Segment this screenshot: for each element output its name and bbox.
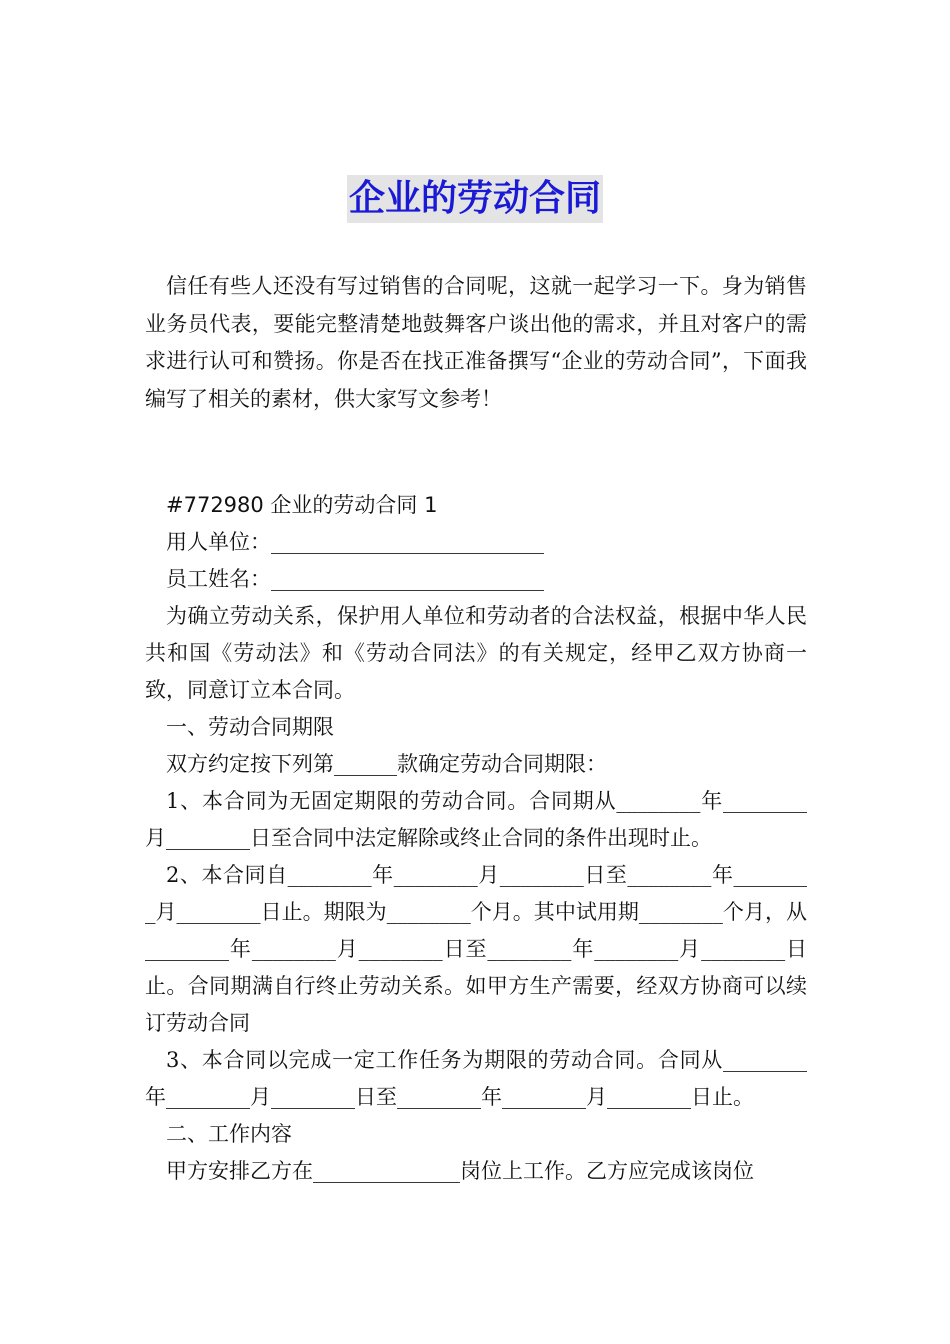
employer-line: 用人单位：__________________________ bbox=[166, 530, 544, 554]
clause-2: 2、本合同自________年________月________日至________年________月________日止。期限为________个月。其中试用期________个月，从________年________月________日至________年________月________日止。合同期满自行终止劳动关系。如甲方生产需要，经双方协商可以续订劳动合同 bbox=[145, 863, 807, 1035]
contract-section bbox=[145, 487, 807, 1190]
title-container bbox=[0, 175, 950, 223]
employee-line: 员工姓名：__________________________ bbox=[166, 567, 544, 591]
section1-intro: 双方约定按下列第______款确定劳动合同期限： bbox=[166, 752, 607, 776]
intro-paragraph: 信任有些人还没有写过销售的合同呢，这就一起学习一下。身为销售业务员代表，要能完整清楚地鼓舞客户谈出他的需求，并且对客户的需求进行认可和赞扬。你是否在找正准备撰写“企业的劳动合同”，下面我编写了相关的素材，供大家写文参考！ bbox=[145, 274, 807, 411]
clause-1: 1、本合同为无固定期限的劳动合同。合同期从________年________月________日至合同中法定解除或终止合同的条件出现时止。 bbox=[145, 789, 807, 850]
contract-heading: #772980 企业的劳动合同 1 bbox=[166, 493, 438, 517]
preamble-paragraph: 为确立劳动关系，保护用人单位和劳动者的合法权益，根据中华人民共和国《劳动法》和《劳动合同法》的有关规定，经甲乙双方协商一致，同意订立本合同。 bbox=[145, 604, 807, 702]
intro-section bbox=[145, 268, 807, 418]
document-title: 企业的劳动合同 bbox=[347, 175, 603, 223]
section2-title: 二、工作内容 bbox=[166, 1122, 292, 1146]
clause-3: 3、本合同以完成一定工作任务为期限的劳动合同。合同从________年________月________日至________年________月________日止。 bbox=[145, 1048, 807, 1109]
section2-text: 甲方安排乙方在______________岗位上工作。乙方应完成该岗位 bbox=[166, 1159, 754, 1183]
section1-title: 一、劳动合同期限 bbox=[166, 715, 334, 739]
